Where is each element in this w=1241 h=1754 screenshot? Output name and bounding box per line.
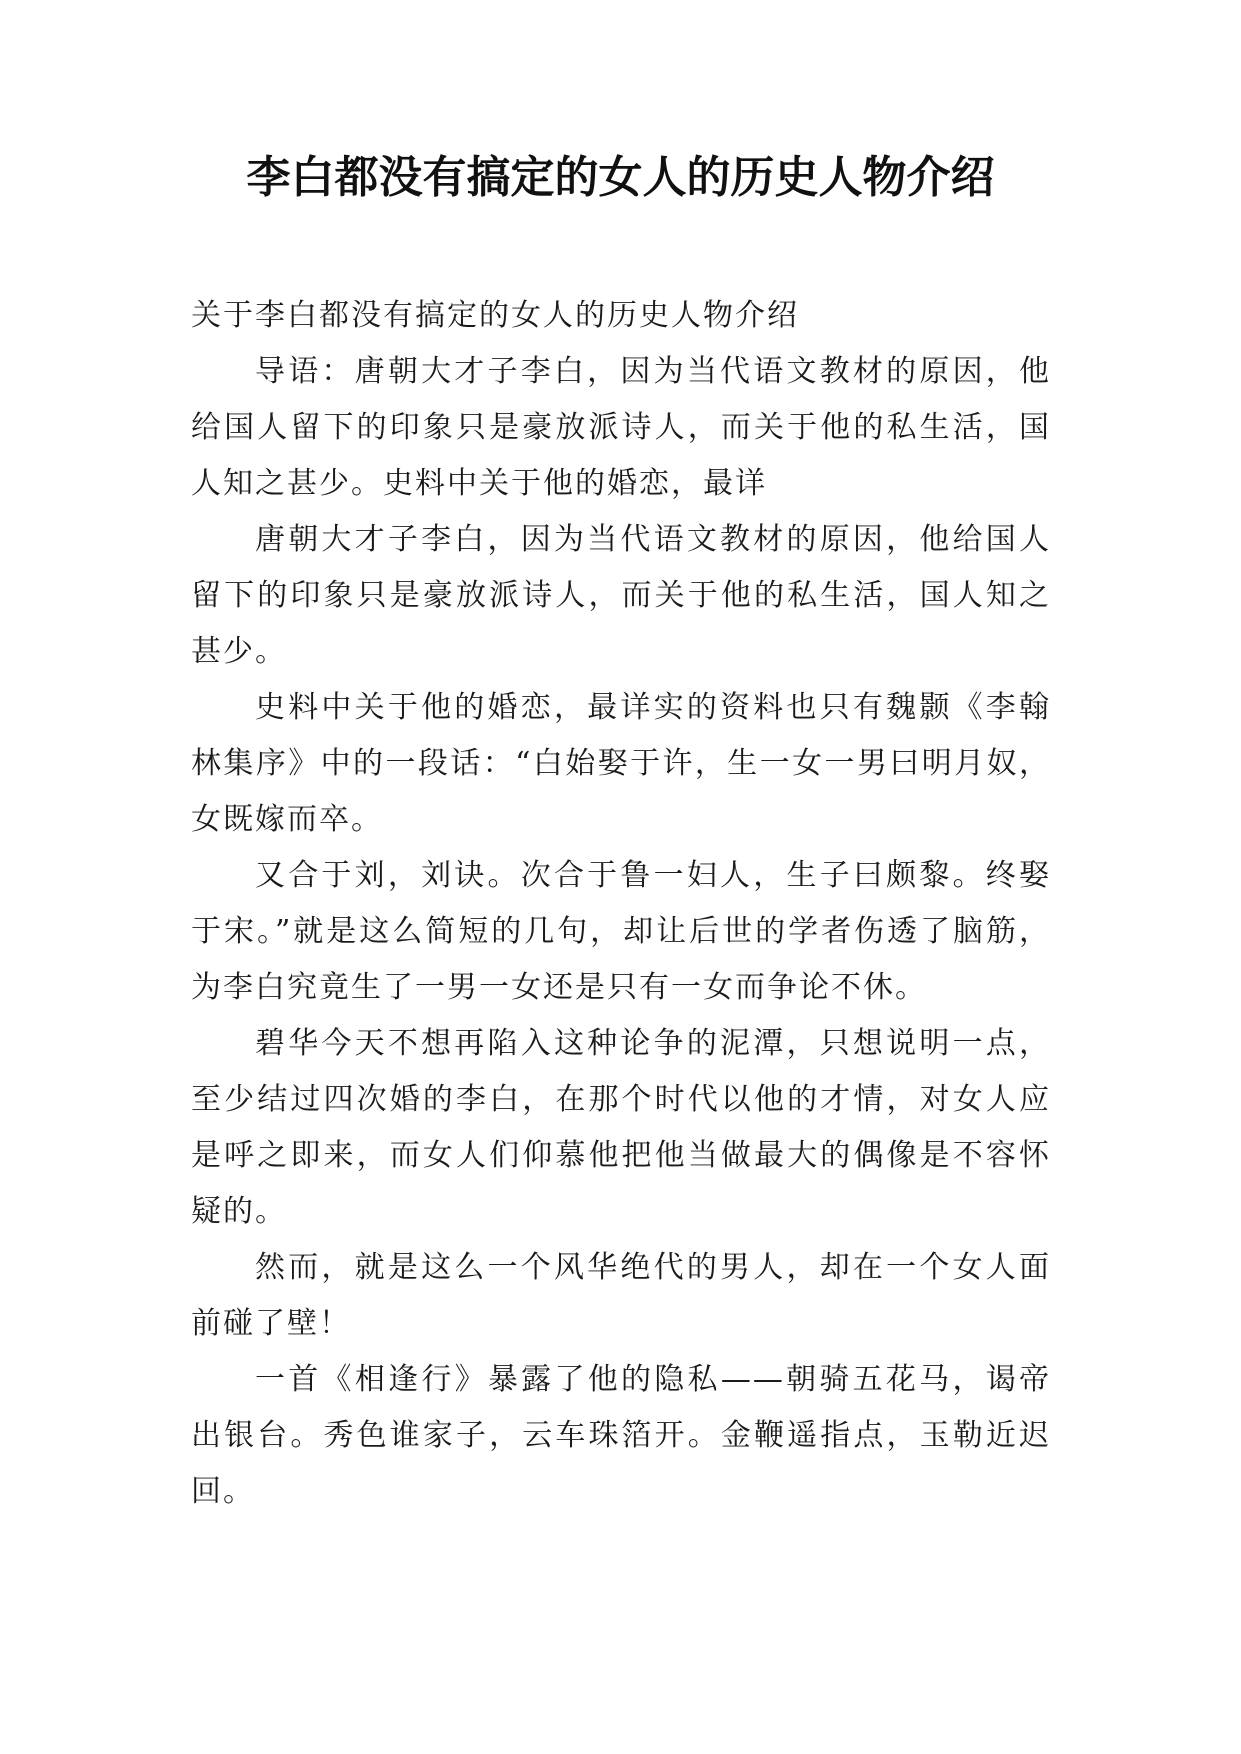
paragraph: 然而，就是这么一个风华绝代的男人，却在一个女人面前碰了壁！ [191, 1250, 1051, 1341]
paragraph: 碧华今天不想再陷入这种论争的泥潭，只想说明一点，至少结过四次婚的李白，在那个时代以他的才情，对女人应是呼之即来，而女人们仰慕他把他当做最大的偶像是不容怀疑的。 [191, 1026, 1051, 1229]
paragraph: 史料中关于他的婚恋，最详实的资料也只有魏颢《李翰林集序》中的一段话：“白始娶于许，生一女一男曰明月奴，女既嫁而卒。 [191, 690, 1051, 837]
paragraph: 又合于刘，刘诀。次合于鲁一妇人，生子曰颇黎。终娶于宋。”就是这么简短的几句，却让后世的学者伤透了脑筋，为李白究竟生了一男一女还是只有一女而争论不休。 [191, 858, 1051, 1005]
paragraph-subtitle: 关于李白都没有搞定的女人的历史人物介绍 [191, 298, 799, 333]
paragraph: 一首《相逢行》暴露了他的隐私——朝骑五花马，谒帝出银台。秀色谁家子，云车珠箔开。金鞭遥指点，玉勒近迟回。 [191, 1362, 1051, 1509]
document-body [191, 288, 1051, 1520]
document-title: 李白都没有搞定的女人的历史人物介绍 [246, 152, 995, 203]
paragraph-intro: 导语：唐朝大才子李白，因为当代语文教材的原因，他给国人留下的印象只是豪放派诗人，而关于他的私生活，国人知之甚少。史料中关于他的婚恋，最详 [191, 354, 1051, 501]
paragraph: 唐朝大才子李白，因为当代语文教材的原因，他给国人留下的印象只是豪放派诗人，而关于他的私生活，国人知之甚少。 [191, 522, 1051, 669]
